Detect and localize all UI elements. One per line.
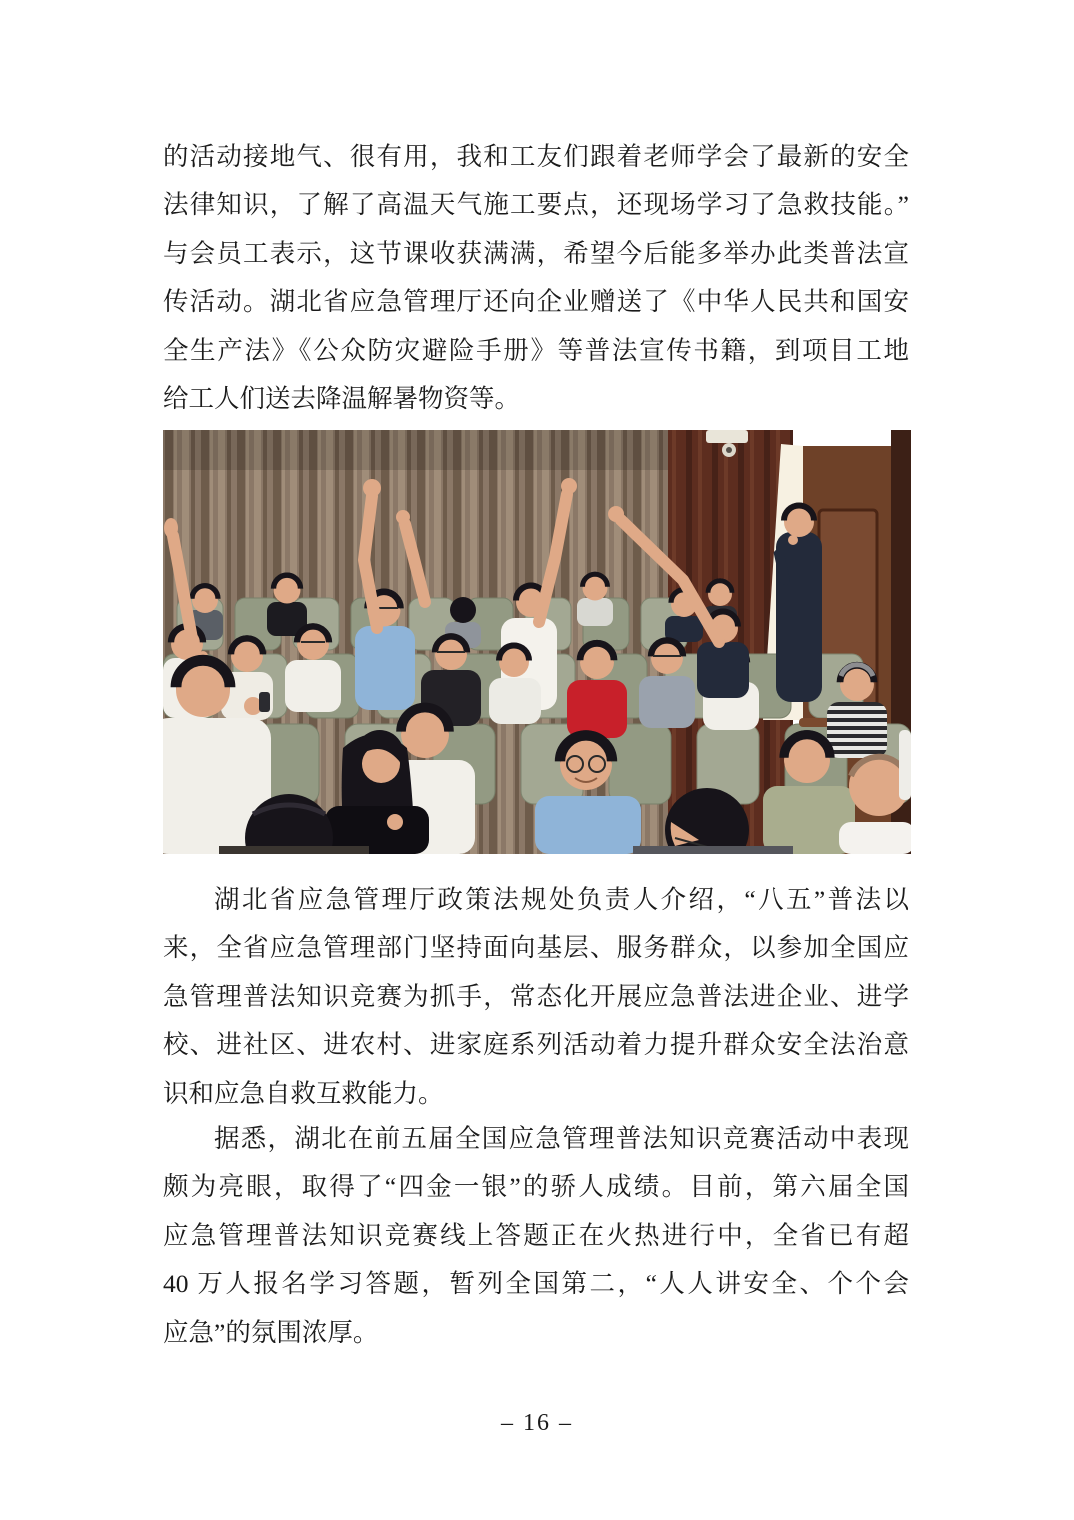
- paragraph-3: [163, 1115, 909, 1357]
- body-text-line: 校、进社区、进农村、进家庭系列活动着力提升群众安全法治意: [163, 1030, 909, 1060]
- body-text-line: 据悉，湖北在前五届全国应急管理普法知识竞赛活动中表现: [214, 1124, 909, 1153]
- body-text-line: 40 万人报名学习答题，暂列全国第二，“人人讲安全、个个会: [163, 1269, 909, 1299]
- body-text-line: 与会员工表示，这节课收获满满，希望今后能多举办此类普法宣: [163, 238, 909, 268]
- body-text-line: 识和应急自救互救能力。: [163, 1078, 444, 1108]
- body-text-line: 应急”的氛围浓厚。: [163, 1317, 379, 1347]
- body-text-line: 应急管理普法知识竞赛线上答题正在火热进行中，全省已有超: [163, 1220, 909, 1250]
- page-number: – 16 –: [501, 1410, 573, 1436]
- event-photo-illustration: [163, 430, 911, 854]
- body-text-line: 全生产法》《公众防灾避险手册》等普法宣传书籍，到项目工地: [163, 335, 909, 365]
- body-text-line: 急管理普法知识竞赛为抓手，常态化开展应急普法进企业、进学: [163, 981, 909, 1011]
- body-text-line: 颇为亮眼，取得了“四金一银”的骄人成绩。目前，第六届全国: [163, 1172, 909, 1202]
- event-photo: [163, 430, 911, 854]
- body-text-line: 湖北省应急管理厅政策法规处负责人介绍，“八五”普法以: [214, 885, 909, 914]
- body-text-line: 法律知识，了解了高温天气施工要点，还现场学习了急救技能。”: [163, 190, 909, 220]
- body-text-line: 的活动接地气、很有用，我和工友们跟着老师学会了最新的安全: [163, 142, 909, 171]
- body-text-line: 给工人们送去降温解暑物资等。: [163, 383, 521, 413]
- body-text-line: 来，全省应急管理部门坚持面向基层、服务群众，以参加全国应: [163, 933, 909, 963]
- paragraph-2: [163, 876, 909, 1118]
- paragraph-1: [163, 133, 909, 423]
- body-text-line: 传活动。湖北省应急管理厅还向企业赠送了《中华人民共和国安: [163, 287, 909, 317]
